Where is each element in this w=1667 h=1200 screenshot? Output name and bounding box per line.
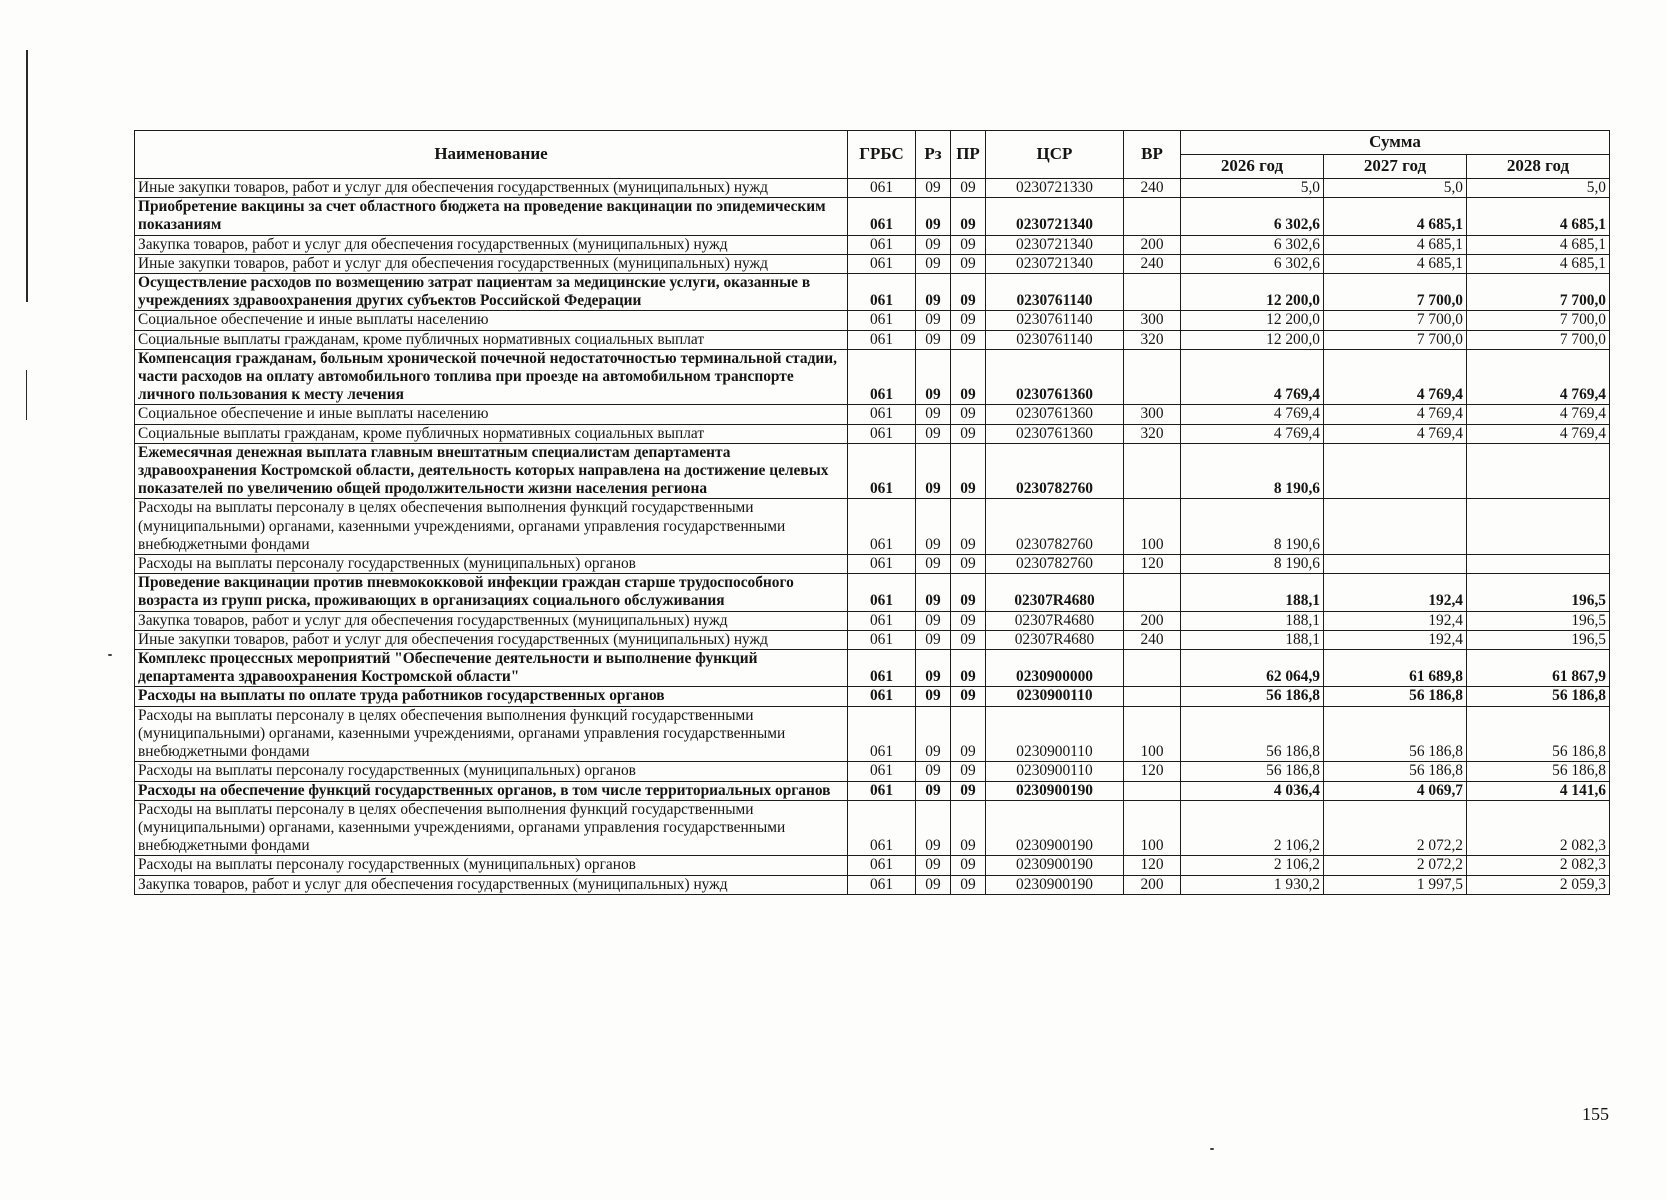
- cell-2027: 4 769,4: [1324, 405, 1467, 424]
- cell-rz: 09: [916, 762, 951, 781]
- cell-vr: 320: [1124, 330, 1181, 349]
- cell-2028: 196,5: [1467, 630, 1610, 649]
- cell-rz: 09: [916, 687, 951, 706]
- cell-2027: 5,0: [1324, 179, 1467, 198]
- cell-vr: 240: [1124, 254, 1181, 273]
- cell-rz: 09: [916, 800, 951, 856]
- cell-pr: 09: [951, 179, 986, 198]
- cell-csr: 0230721340: [986, 235, 1124, 254]
- cell-2028: 4 769,4: [1467, 405, 1610, 424]
- cell-name: Расходы на выплаты персоналу в целях обеспечения выполнения функций государственными (муниципальными) органами, казенными учреждениями, органами управления государственными внебюджетными фондами: [135, 706, 848, 762]
- cell-name: Закупка товаров, работ и услуг для обеспечения государственных (муниципальных) нужд: [135, 875, 848, 894]
- table-row: [135, 574, 1610, 611]
- cell-vr: 100: [1124, 499, 1181, 555]
- cell-csr: 0230900110: [986, 706, 1124, 762]
- cell-csr: 0230782760: [986, 443, 1124, 499]
- cell-2027: 1 997,5: [1324, 875, 1467, 894]
- cell-grbs: 061: [848, 762, 916, 781]
- cell-pr: 09: [951, 235, 986, 254]
- table-row: [135, 687, 1610, 706]
- cell-grbs: 061: [848, 330, 916, 349]
- header-name: Наименование: [135, 131, 848, 179]
- cell-csr: 0230721340: [986, 254, 1124, 273]
- cell-2027: 192,4: [1324, 611, 1467, 630]
- cell-2026: 4 769,4: [1181, 349, 1324, 405]
- cell-vr: [1124, 574, 1181, 611]
- cell-grbs: 061: [848, 856, 916, 875]
- cell-vr: 200: [1124, 611, 1181, 630]
- cell-2028: 7 700,0: [1467, 311, 1610, 330]
- cell-2027: 4 769,4: [1324, 349, 1467, 405]
- cell-pr: 09: [951, 330, 986, 349]
- cell-grbs: 061: [848, 650, 916, 687]
- cell-pr: 09: [951, 800, 986, 856]
- table-row: [135, 650, 1610, 687]
- cell-pr: 09: [951, 781, 986, 800]
- cell-2027: 7 700,0: [1324, 274, 1467, 311]
- header-rz: Рз: [916, 131, 951, 179]
- cell-rz: 09: [916, 630, 951, 649]
- cell-vr: [1124, 687, 1181, 706]
- cell-grbs: 061: [848, 800, 916, 856]
- cell-rz: 09: [916, 311, 951, 330]
- cell-rz: 09: [916, 555, 951, 574]
- cell-rz: 09: [916, 443, 951, 499]
- cell-rz: 09: [916, 499, 951, 555]
- cell-csr: 0230900190: [986, 800, 1124, 856]
- header-year-2027: 2027 год: [1324, 155, 1467, 179]
- cell-2027: 4 769,4: [1324, 424, 1467, 443]
- cell-2026: 4 769,4: [1181, 405, 1324, 424]
- cell-2028: 196,5: [1467, 611, 1610, 630]
- header-year-2026: 2026 год: [1181, 155, 1324, 179]
- header-year-2028: 2028 год: [1467, 155, 1610, 179]
- cell-vr: 120: [1124, 856, 1181, 875]
- cell-vr: [1124, 650, 1181, 687]
- cell-pr: 09: [951, 630, 986, 649]
- table-row: [135, 856, 1610, 875]
- table-row: [135, 630, 1610, 649]
- table-row: [135, 274, 1610, 311]
- cell-vr: 100: [1124, 800, 1181, 856]
- table-body: [135, 179, 1610, 895]
- cell-pr: 09: [951, 650, 986, 687]
- cell-csr: 0230761360: [986, 424, 1124, 443]
- cell-pr: 09: [951, 405, 986, 424]
- cell-vr: 120: [1124, 762, 1181, 781]
- cell-grbs: 061: [848, 499, 916, 555]
- cell-csr: 0230782760: [986, 499, 1124, 555]
- cell-name: Комплекс процессных мероприятий "Обеспечение деятельности и выполнение функций департамента здравоохранения Костромской области": [135, 650, 848, 687]
- scan-speck: [1210, 1148, 1214, 1150]
- cell-pr: 09: [951, 687, 986, 706]
- cell-pr: 09: [951, 443, 986, 499]
- cell-2027: 2 072,2: [1324, 856, 1467, 875]
- cell-rz: 09: [916, 856, 951, 875]
- cell-vr: 120: [1124, 555, 1181, 574]
- cell-2027: [1324, 499, 1467, 555]
- cell-pr: 09: [951, 424, 986, 443]
- table-row: [135, 611, 1610, 630]
- table-row: [135, 499, 1610, 555]
- cell-grbs: 061: [848, 179, 916, 198]
- cell-grbs: 061: [848, 687, 916, 706]
- cell-2026: 2 106,2: [1181, 800, 1324, 856]
- cell-2027: 7 700,0: [1324, 330, 1467, 349]
- scan-margin-line: [26, 50, 28, 302]
- cell-vr: [1124, 781, 1181, 800]
- cell-grbs: 061: [848, 574, 916, 611]
- cell-vr: 240: [1124, 179, 1181, 198]
- cell-pr: 09: [951, 611, 986, 630]
- cell-rz: 09: [916, 875, 951, 894]
- cell-csr: 02307R4680: [986, 574, 1124, 611]
- header-pr: ПР: [951, 131, 986, 179]
- cell-vr: 100: [1124, 706, 1181, 762]
- cell-2027: 56 186,8: [1324, 706, 1467, 762]
- cell-2026: 188,1: [1181, 574, 1324, 611]
- cell-csr: 02307R4680: [986, 611, 1124, 630]
- cell-2026: 4 769,4: [1181, 424, 1324, 443]
- cell-name: Осуществление расходов по возмещению затрат пациентам за медицинские услуги, оказанные в учреждениях здравоохранения других субъектов Российской Федерации: [135, 274, 848, 311]
- cell-csr: 0230721340: [986, 198, 1124, 235]
- cell-2028: 5,0: [1467, 179, 1610, 198]
- cell-2026: 6 302,6: [1181, 235, 1324, 254]
- cell-rz: 09: [916, 574, 951, 611]
- cell-pr: 09: [951, 762, 986, 781]
- cell-2027: 2 072,2: [1324, 800, 1467, 856]
- cell-name: Расходы на выплаты персоналу государственных (муниципальных) органов: [135, 856, 848, 875]
- table-row: [135, 443, 1610, 499]
- cell-csr: 0230900000: [986, 650, 1124, 687]
- cell-2028: 4 141,6: [1467, 781, 1610, 800]
- cell-2027: 4 685,1: [1324, 198, 1467, 235]
- cell-2026: 12 200,0: [1181, 330, 1324, 349]
- table-row: [135, 330, 1610, 349]
- cell-rz: 09: [916, 650, 951, 687]
- cell-csr: 02307R4680: [986, 630, 1124, 649]
- cell-name: Социальные выплаты гражданам, кроме публичных нормативных социальных выплат: [135, 424, 848, 443]
- table-row: [135, 781, 1610, 800]
- cell-grbs: 061: [848, 349, 916, 405]
- cell-vr: 300: [1124, 311, 1181, 330]
- cell-name: Социальное обеспечение и иные выплаты населению: [135, 405, 848, 424]
- cell-name: Расходы на выплаты персоналу государственных (муниципальных) органов: [135, 762, 848, 781]
- cell-vr: [1124, 198, 1181, 235]
- cell-name: Расходы на выплаты по оплате труда работников государственных органов: [135, 687, 848, 706]
- cell-2028: 2 082,3: [1467, 800, 1610, 856]
- cell-pr: 09: [951, 574, 986, 611]
- cell-2026: 8 190,6: [1181, 555, 1324, 574]
- cell-vr: [1124, 274, 1181, 311]
- cell-2028: 61 867,9: [1467, 650, 1610, 687]
- cell-csr: 0230761360: [986, 405, 1124, 424]
- table-row: [135, 235, 1610, 254]
- table-row: [135, 311, 1610, 330]
- cell-grbs: 061: [848, 630, 916, 649]
- table-row: [135, 555, 1610, 574]
- table-row: [135, 762, 1610, 781]
- cell-2028: 7 700,0: [1467, 330, 1610, 349]
- cell-csr: 0230761140: [986, 311, 1124, 330]
- cell-name: Иные закупки товаров, работ и услуг для обеспечения государственных (муниципальных) нужд: [135, 630, 848, 649]
- table-row: [135, 424, 1610, 443]
- cell-rz: 09: [916, 274, 951, 311]
- cell-2027: 56 186,8: [1324, 762, 1467, 781]
- cell-2028: 7 700,0: [1467, 274, 1610, 311]
- cell-2027: [1324, 443, 1467, 499]
- header-grbs: ГРБС: [848, 131, 916, 179]
- cell-2026: 4 036,4: [1181, 781, 1324, 800]
- cell-grbs: 061: [848, 875, 916, 894]
- cell-rz: 09: [916, 198, 951, 235]
- cell-name: Иные закупки товаров, работ и услуг для обеспечения государственных (муниципальных) нужд: [135, 254, 848, 273]
- cell-grbs: 061: [848, 405, 916, 424]
- cell-2026: 1 930,2: [1181, 875, 1324, 894]
- cell-csr: 0230761140: [986, 330, 1124, 349]
- cell-2027: 61 689,8: [1324, 650, 1467, 687]
- cell-2026: 62 064,9: [1181, 650, 1324, 687]
- cell-rz: 09: [916, 781, 951, 800]
- cell-2026: 188,1: [1181, 630, 1324, 649]
- cell-vr: 320: [1124, 424, 1181, 443]
- cell-csr: 0230900110: [986, 762, 1124, 781]
- cell-2027: 4 685,1: [1324, 254, 1467, 273]
- cell-name: Расходы на обеспечение функций государственных органов, в том числе территориальных органов: [135, 781, 848, 800]
- cell-rz: 09: [916, 254, 951, 273]
- cell-2026: 56 186,8: [1181, 706, 1324, 762]
- cell-2026: 56 186,8: [1181, 687, 1324, 706]
- cell-2027: 4 069,7: [1324, 781, 1467, 800]
- cell-name: Проведение вакцинации против пневмококковой инфекции граждан старше трудоспособного возраста из групп риска, проживающих в организациях социального обслуживания: [135, 574, 848, 611]
- cell-2028: 4 685,1: [1467, 254, 1610, 273]
- cell-name: Социальные выплаты гражданам, кроме публичных нормативных социальных выплат: [135, 330, 848, 349]
- cell-vr: [1124, 349, 1181, 405]
- cell-csr: 0230900190: [986, 875, 1124, 894]
- cell-vr: 240: [1124, 630, 1181, 649]
- cell-name: Социальное обеспечение и иные выплаты населению: [135, 311, 848, 330]
- scan-speck: [108, 654, 112, 656]
- cell-vr: 200: [1124, 875, 1181, 894]
- header-vr: ВР: [1124, 131, 1181, 179]
- cell-rz: 09: [916, 611, 951, 630]
- cell-2026: 5,0: [1181, 179, 1324, 198]
- cell-pr: 09: [951, 198, 986, 235]
- header-sum: Сумма: [1181, 131, 1610, 155]
- cell-csr: 0230900190: [986, 856, 1124, 875]
- table-row: [135, 198, 1610, 235]
- cell-name: Расходы на выплаты персоналу в целях обеспечения выполнения функций государственными (муниципальными) органами, казенными учреждениями, органами управления государственными внебюджетными фондами: [135, 800, 848, 856]
- cell-2028: 196,5: [1467, 574, 1610, 611]
- cell-2027: 56 186,8: [1324, 687, 1467, 706]
- cell-2026: 6 302,6: [1181, 198, 1324, 235]
- table-row: [135, 254, 1610, 273]
- cell-2027: 192,4: [1324, 630, 1467, 649]
- cell-grbs: 061: [848, 254, 916, 273]
- cell-csr: 0230721330: [986, 179, 1124, 198]
- cell-pr: 09: [951, 254, 986, 273]
- cell-2026: 12 200,0: [1181, 311, 1324, 330]
- cell-2028: 4 685,1: [1467, 198, 1610, 235]
- cell-csr: 0230782760: [986, 555, 1124, 574]
- cell-pr: 09: [951, 499, 986, 555]
- cell-name: Закупка товаров, работ и услуг для обеспечения государственных (муниципальных) нужд: [135, 235, 848, 254]
- cell-2027: [1324, 555, 1467, 574]
- cell-2027: 192,4: [1324, 574, 1467, 611]
- cell-rz: 09: [916, 179, 951, 198]
- scan-margin-line: [26, 370, 27, 420]
- cell-2028: [1467, 443, 1610, 499]
- cell-2028: 4 685,1: [1467, 235, 1610, 254]
- table-row: [135, 875, 1610, 894]
- cell-name: Ежемесячная денежная выплата главным внештатным специалистам департамента здравоохранения Костромской области, деятельность которых направлена на достижение целевых показателей по увеличению общей продолжительности жизни населения региона: [135, 443, 848, 499]
- cell-pr: 09: [951, 274, 986, 311]
- table-row: [135, 349, 1610, 405]
- cell-2026: 188,1: [1181, 611, 1324, 630]
- cell-2026: 8 190,6: [1181, 499, 1324, 555]
- cell-grbs: 061: [848, 611, 916, 630]
- cell-rz: 09: [916, 235, 951, 254]
- cell-2028: [1467, 555, 1610, 574]
- cell-2028: [1467, 499, 1610, 555]
- cell-name: Закупка товаров, работ и услуг для обеспечения государственных (муниципальных) нужд: [135, 611, 848, 630]
- cell-name: Расходы на выплаты персоналу государственных (муниципальных) органов: [135, 555, 848, 574]
- cell-pr: 09: [951, 706, 986, 762]
- cell-2028: 4 769,4: [1467, 349, 1610, 405]
- cell-vr: [1124, 443, 1181, 499]
- cell-csr: 0230900190: [986, 781, 1124, 800]
- cell-grbs: 061: [848, 443, 916, 499]
- cell-pr: 09: [951, 555, 986, 574]
- table-row: [135, 179, 1610, 198]
- table-header: [135, 131, 1610, 179]
- cell-2026: 12 200,0: [1181, 274, 1324, 311]
- budget-table: [134, 130, 1610, 895]
- cell-rz: 09: [916, 405, 951, 424]
- cell-rz: 09: [916, 349, 951, 405]
- cell-rz: 09: [916, 424, 951, 443]
- cell-csr: 0230900110: [986, 687, 1124, 706]
- cell-name: Компенсация гражданам, больным хронической почечной недостаточностью терминальной стадии, части расходов на оплату автомобильного топлива при проезде на автомобильном транспорте личного пользования к месту лечения: [135, 349, 848, 405]
- cell-pr: 09: [951, 875, 986, 894]
- cell-2028: 2 059,3: [1467, 875, 1610, 894]
- cell-pr: 09: [951, 856, 986, 875]
- cell-grbs: 061: [848, 706, 916, 762]
- cell-csr: 0230761360: [986, 349, 1124, 405]
- cell-grbs: 061: [848, 274, 916, 311]
- cell-grbs: 061: [848, 235, 916, 254]
- cell-2026: 6 302,6: [1181, 254, 1324, 273]
- cell-2028: 56 186,8: [1467, 706, 1610, 762]
- table-row: [135, 800, 1610, 856]
- cell-2026: 56 186,8: [1181, 762, 1324, 781]
- cell-csr: 0230761140: [986, 274, 1124, 311]
- cell-vr: 300: [1124, 405, 1181, 424]
- cell-2028: 56 186,8: [1467, 762, 1610, 781]
- cell-grbs: 061: [848, 555, 916, 574]
- cell-grbs: 061: [848, 424, 916, 443]
- cell-pr: 09: [951, 349, 986, 405]
- cell-2028: 4 769,4: [1467, 424, 1610, 443]
- cell-grbs: 061: [848, 198, 916, 235]
- cell-name: Иные закупки товаров, работ и услуг для обеспечения государственных (муниципальных) нужд: [135, 179, 848, 198]
- cell-grbs: 061: [848, 781, 916, 800]
- header-csr: ЦСР: [986, 131, 1124, 179]
- cell-vr: 200: [1124, 235, 1181, 254]
- page-number: 155: [1582, 1104, 1609, 1124]
- table-row: [135, 706, 1610, 762]
- cell-2027: 4 685,1: [1324, 235, 1467, 254]
- cell-2026: 2 106,2: [1181, 856, 1324, 875]
- cell-pr: 09: [951, 311, 986, 330]
- cell-name: Приобретение вакцины за счет областного бюджета на проведение вакцинации по эпидемическим показаниям: [135, 198, 848, 235]
- cell-2028: 2 082,3: [1467, 856, 1610, 875]
- table-row: [135, 405, 1610, 424]
- cell-rz: 09: [916, 330, 951, 349]
- cell-rz: 09: [916, 706, 951, 762]
- cell-grbs: 061: [848, 311, 916, 330]
- cell-2028: 56 186,8: [1467, 687, 1610, 706]
- cell-2027: 7 700,0: [1324, 311, 1467, 330]
- cell-2026: 8 190,6: [1181, 443, 1324, 499]
- cell-name: Расходы на выплаты персоналу в целях обеспечения выполнения функций государственными (муниципальными) органами, казенными учреждениями, органами управления государственными внебюджетными фондами: [135, 499, 848, 555]
